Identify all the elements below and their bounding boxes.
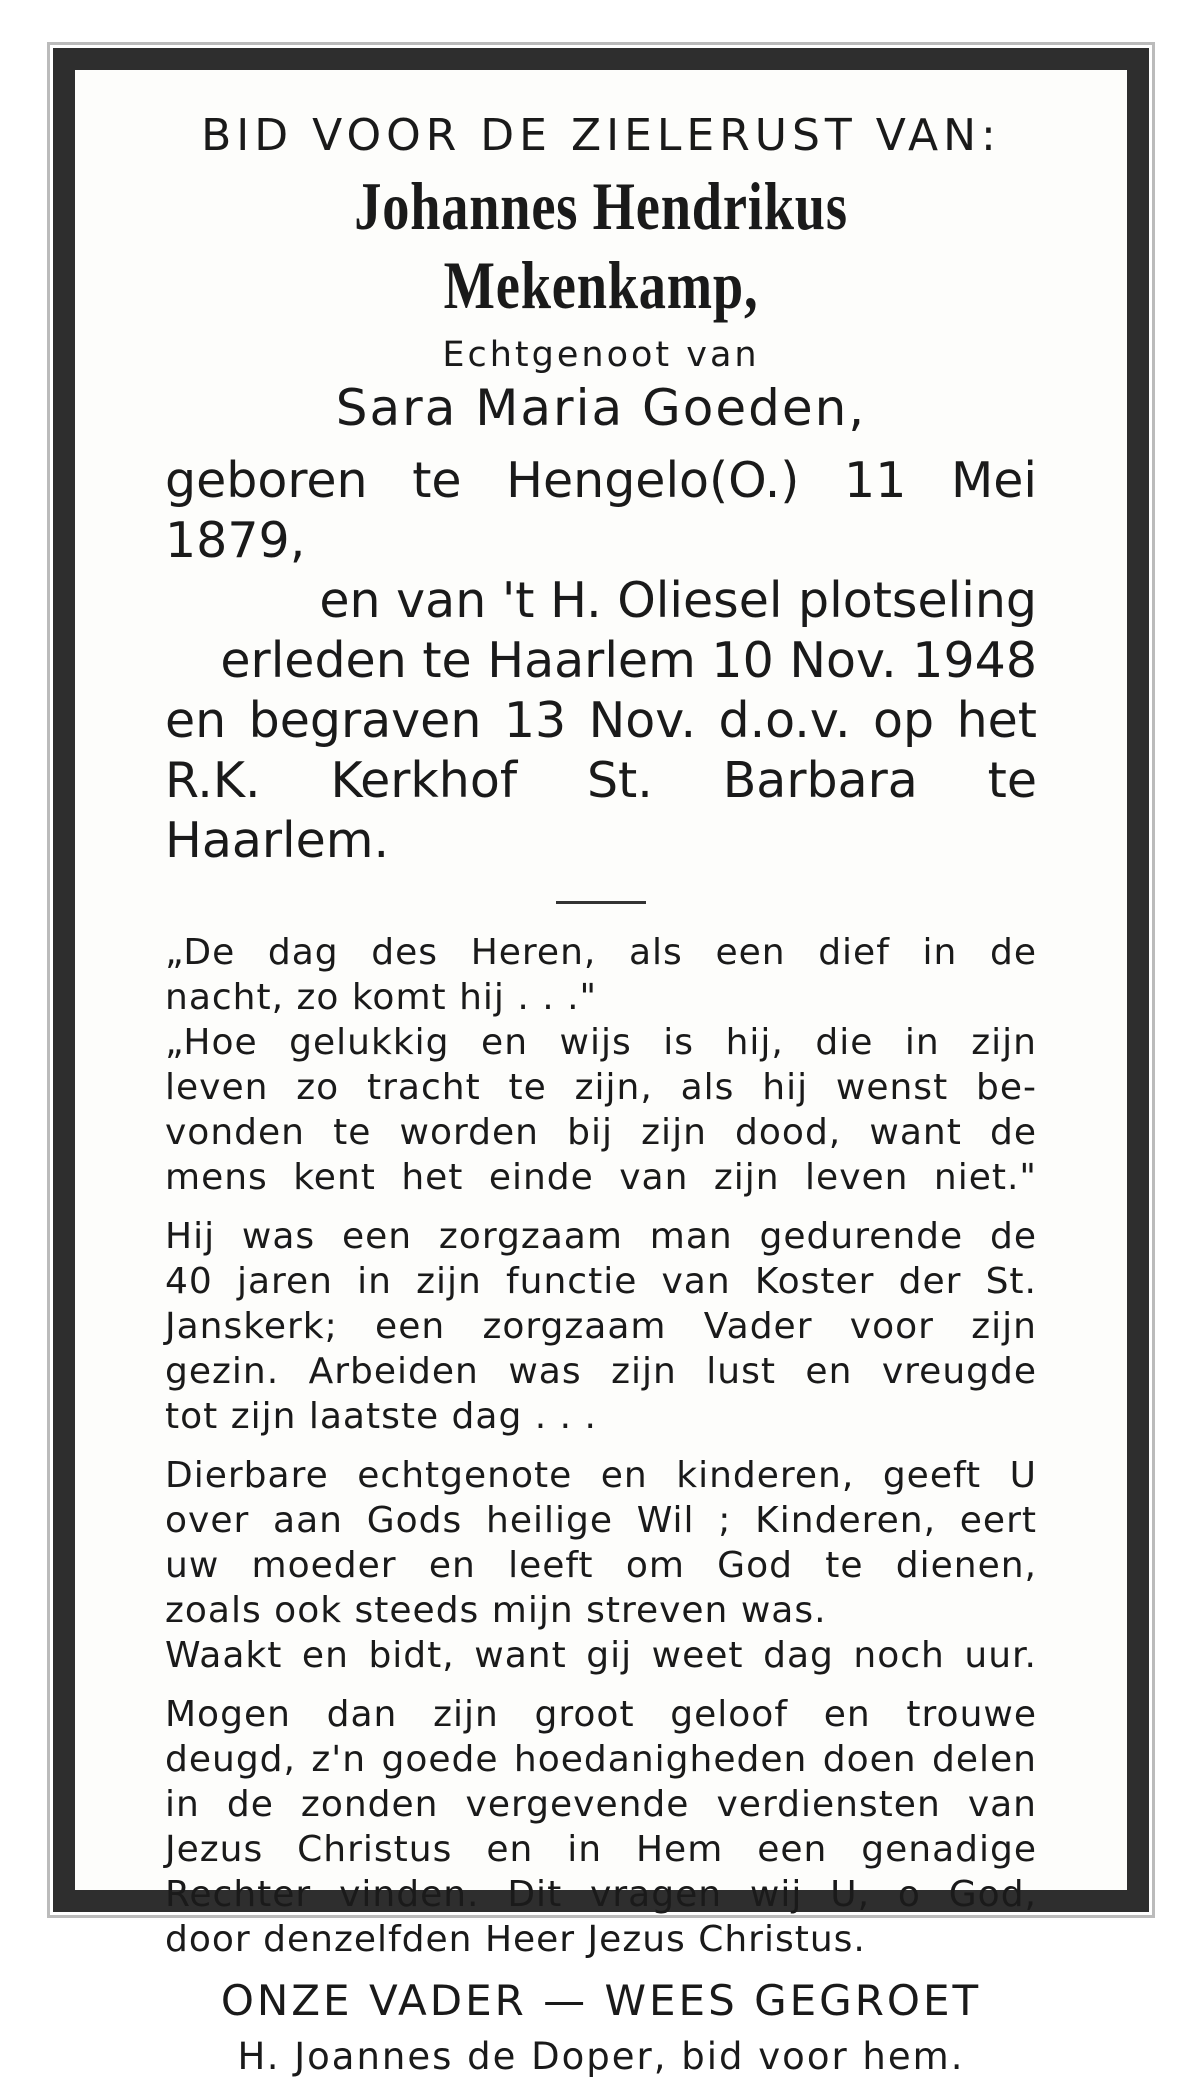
paragraph-line: Jezus Christus en in Hem een genadige: [165, 1829, 1037, 1870]
spouse-name: Sara Maria Goeden,: [335, 379, 867, 437]
paragraph-line: 40 jaren in zijn functie van Koster der St.: [165, 1261, 1037, 1302]
paragraph-line: over aan Gods heilige Wil ; Kinderen, eert: [165, 1500, 1037, 1541]
spouse-label: Echtgenoot van: [442, 335, 760, 375]
quote-line: vonden te worden bij zijn dood, want de: [165, 1112, 1037, 1153]
divider: [556, 901, 646, 904]
card-content: [165, 110, 1037, 2078]
bio-line: erleden te Haarlem 10 Nov. 1948: [220, 632, 1037, 689]
quote-1: [165, 930, 1037, 1020]
bio-line: en van 't H. Oliesel plotseling: [319, 572, 1037, 629]
paragraph-line: zoals ook steeds mijn streven was.: [165, 1590, 827, 1631]
card-header: BID VOOR DE ZIELERUST VAN:: [201, 110, 1001, 161]
bio-line: geboren te Hengelo(O.) 11 Mei 1879,: [165, 452, 1037, 569]
paragraph-line: Janskerk; een zorgzaam Vader voor zijn: [165, 1306, 1037, 1347]
paragraph-line: in de zonden vergevende verdiensten van: [165, 1784, 1037, 1825]
paragraph-prayer: [165, 1692, 1037, 1962]
paragraph-line: Rechter vinden. Dit vragen wij U, o God,: [165, 1874, 1037, 1915]
paragraph-line: tot zijn laatste dag . . .: [165, 1396, 597, 1437]
bio-line: R.K. Kerkhof St. Barbara te Haarlem.: [165, 752, 1037, 869]
paragraph-line: uw moeder en leeft om God te dienen,: [165, 1545, 1037, 1586]
paragraph-line: gezin. Arbeiden was zijn lust en vreugde: [165, 1351, 1037, 1392]
memorial-card: [53, 48, 1149, 2078]
prayer-line: ONZE VADER — WEES GEGROET: [220, 1976, 982, 2025]
quote-line: leven zo tracht te zijn, als hij wenst be-: [165, 1067, 1037, 1108]
quote-line: „Hoe gelukkig en wijs is hij, die in zijn: [165, 1022, 1037, 1063]
quote-line: nacht, zo komt hij . . .": [165, 977, 598, 1018]
paragraph-family: [165, 1453, 1037, 1678]
paragraph-line: Hij was een zorgzaam man gedurende de: [165, 1216, 1037, 1257]
quote-line: mens kent het einde van zijn leven niet.": [165, 1157, 1037, 1198]
deceased-name: Johannes Hendrikus Mekenkamp,: [354, 168, 848, 323]
bio-line: en begraven 13 Nov. d.o.v. op het: [165, 692, 1037, 749]
quote-line: „De dag des Heren, als een dief in de: [165, 932, 1037, 973]
paragraph-koster: [165, 1214, 1037, 1439]
paragraph-line: Waakt en bidt, want gij weet dag noch uur.: [165, 1635, 1037, 1676]
quote-2: [165, 1020, 1037, 1200]
invocation: H. Joannes de Doper, bid voor hem.: [237, 2035, 965, 2078]
paragraph-line: Mogen dan zijn groot geloof en trouwe: [165, 1694, 1037, 1735]
biography: [165, 451, 1037, 871]
paragraph-line: Dierbare echtgenote en kinderen, geeft U: [165, 1455, 1037, 1496]
paragraph-line: door denzelfden Heer Jezus Christus.: [165, 1919, 866, 1960]
memorial-card-inner: [75, 70, 1127, 2078]
paragraph-line: deugd, z'n goede hoedanigheden doen delen: [165, 1739, 1037, 1780]
